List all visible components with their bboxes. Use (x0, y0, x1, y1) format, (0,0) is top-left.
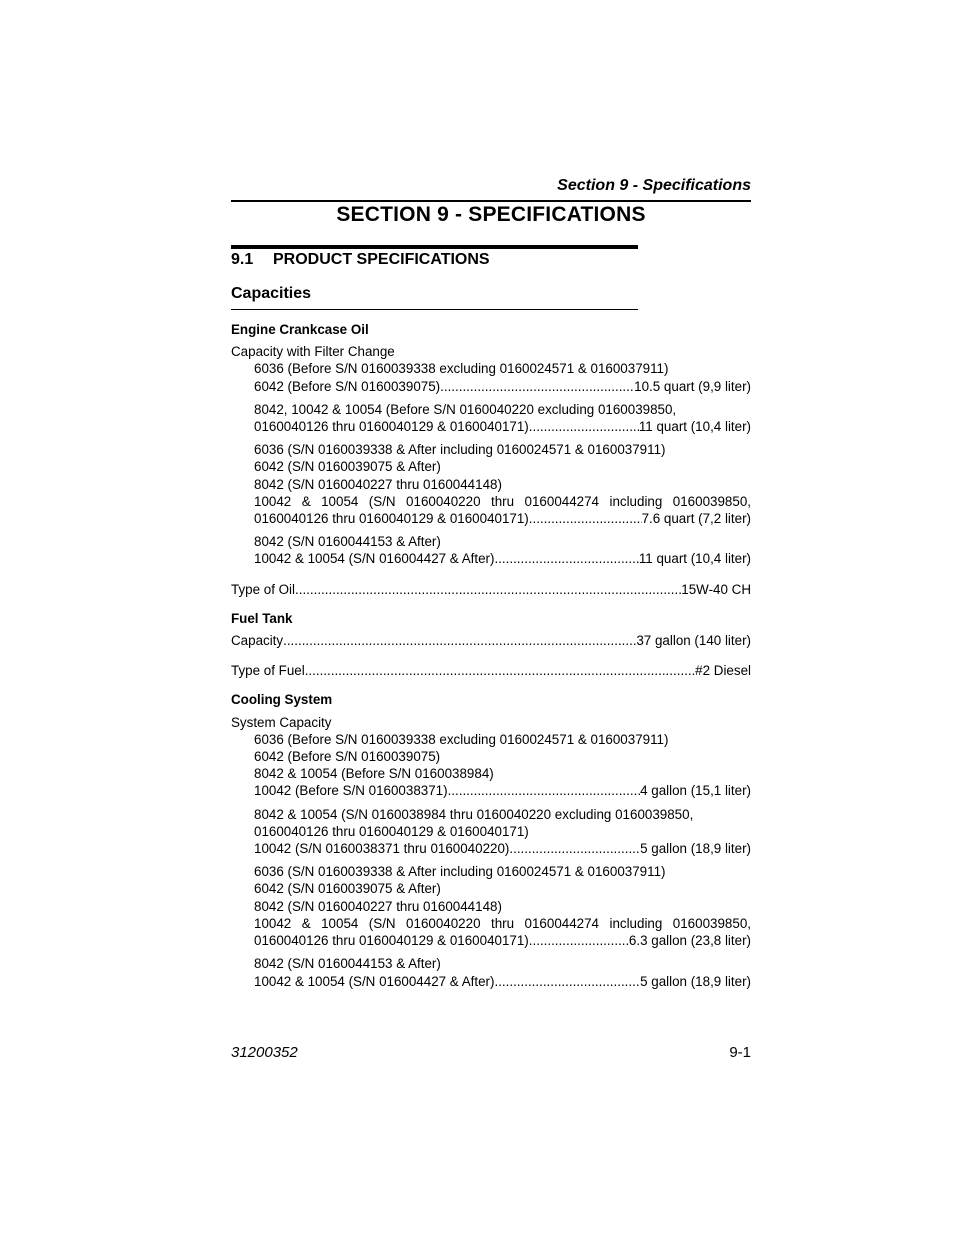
spec-line: 8042 (S/N 0160044153 & After) (254, 956, 441, 972)
engine-group-4 (231, 533, 751, 567)
subsection-title (231, 251, 490, 269)
engine-group-2 (231, 401, 751, 435)
cooling-group-1 (231, 731, 751, 800)
cooling-system-heading: Cooling System (231, 692, 333, 708)
spec-value: 37 gallon (140 liter) (636, 633, 751, 649)
engine-intro: Capacity with Filter Change (231, 344, 395, 360)
spec-value: 6.3 gallon (23,8 liter) (628, 933, 751, 949)
spec-value: 5 gallon (18,9 liter) (640, 973, 751, 989)
spec-line: 0160040126 thru 0160040129 & 0160040171) (254, 823, 529, 839)
spec-leader-line: 0160040126 thru 0160040129 & 0160040171) ..... 7.6 quart (7,2 liter) (254, 510, 751, 527)
spec-line: 8042, 10042 & 10054 (Before S/N 0160040220 excluding 0160039850, (254, 401, 677, 417)
spec-line: 8042 (S/N 0160040227 thru 0160044148) (254, 898, 502, 914)
spec-value: 5 gallon (18,9 liter) (640, 841, 751, 857)
fuel-capacity-line: Capacity ..... 37 gallon (140 liter) (231, 632, 751, 649)
subsection-number: 9.1 (231, 251, 254, 268)
fuel-tank-heading: Fuel Tank (231, 610, 293, 626)
spec-line: 8042 & 10054 (S/N 0160038984 thru 0160040220 excluding 0160039850, (254, 806, 694, 822)
spec-value: 15W-40 CH (681, 581, 751, 597)
spec-line: 8042 (S/N 0160040227 thru 0160044148) (254, 476, 502, 492)
spec-leader-line: 0160040126 thru 0160040129 & 0160040171) ..... 6.3 gallon (23,8 liter) (254, 932, 751, 949)
spec-line: 10042 & 10054 (S/N 0160040220 thru 0160044274 including 0160039850, (254, 493, 751, 509)
cooling-group-3 (231, 863, 751, 949)
spec-line: 8042 (S/N 0160044153 & After) (254, 534, 441, 550)
engine-group-3 (231, 441, 751, 527)
engine-group-1 (231, 360, 751, 394)
spec-leader-line: 0160040126 thru 0160040129 & 0160040171) ..... 11 quart (10,4 liter) (254, 418, 751, 435)
fuel-type-line: Type of Fuel ..... #2 Diesel (231, 662, 751, 679)
spec-line: 6036 (Before S/N 0160039338 excluding 0160024571 & 0160037911) (254, 731, 669, 747)
spec-line: 6042 (Before S/N 0160039075) (254, 749, 441, 765)
capacities-heading: Capacities (231, 285, 312, 302)
spec-line: 6042 (S/N 0160039075 & After) (254, 459, 441, 475)
oil-type-line: Type of Oil ..... 15W-40 CH (231, 581, 751, 598)
page-number: 9-1 (729, 1044, 751, 1061)
spec-value: 11 quart (10,4 liter) (638, 419, 751, 435)
spec-value: 7.6 quart (7,2 liter) (641, 511, 751, 527)
spec-line: 10042 & 10054 (S/N 0160040220 thru 0160044274 including 0160039850, (254, 915, 751, 931)
spec-line: 6036 (S/N 0160039338 & After including 0160024571 & 0160037911) (254, 864, 666, 880)
spec-leader-line: 10042 & 10054 (S/N 016004427 & After) ..... 11 quart (10,4 liter) (254, 550, 751, 567)
document-number: 31200352 (231, 1044, 298, 1061)
spec-line: 8042 & 10054 (Before S/N 0160038984) (254, 766, 494, 782)
spec-value: #2 Diesel (695, 663, 751, 679)
cooling-intro: System Capacity (231, 714, 332, 730)
section-title: SECTION 9 - SPECIFICATIONS (336, 203, 646, 226)
capacities-rule (231, 309, 638, 310)
spec-value: 10.5 quart (9,9 liter) (634, 378, 751, 394)
spec-line: 6036 (Before S/N 0160039338 excluding 0160024571 & 0160037911) (254, 361, 669, 377)
spec-value: 11 quart (10,4 liter) (638, 551, 751, 567)
header-rule (231, 200, 751, 202)
spec-leader-line: 10042 (S/N 0160038371 thru 0160040220) ..... 5 gallon (18,9 liter) (254, 840, 751, 857)
spec-line: 6036 (S/N 0160039338 & After including 0160024571 & 0160037911) (254, 442, 666, 458)
spec-value: 4 gallon (15,1 liter) (640, 783, 751, 799)
spec-line: 6042 (S/N 0160039075 & After) (254, 881, 441, 897)
cooling-group-2 (231, 806, 751, 858)
subsection-text: PRODUCT SPECIFICATIONS (273, 251, 490, 268)
spec-leader-line: 6042 (Before S/N 0160039075) ..... 10.5 quart (9,9 liter) (254, 378, 751, 395)
cooling-group-4 (231, 955, 751, 989)
spec-content (231, 321, 751, 990)
spec-leader-line: 10042 & 10054 (S/N 016004427 & After) ..... 5 gallon (18,9 liter) (254, 973, 751, 990)
section-rule (231, 245, 638, 249)
spec-leader-line: 10042 (Before S/N 0160038371) ..... 4 gallon (15,1 liter) (254, 782, 751, 799)
engine-oil-heading: Engine Crankcase Oil (231, 322, 369, 337)
running-header: Section 9 - Specifications (557, 177, 751, 194)
